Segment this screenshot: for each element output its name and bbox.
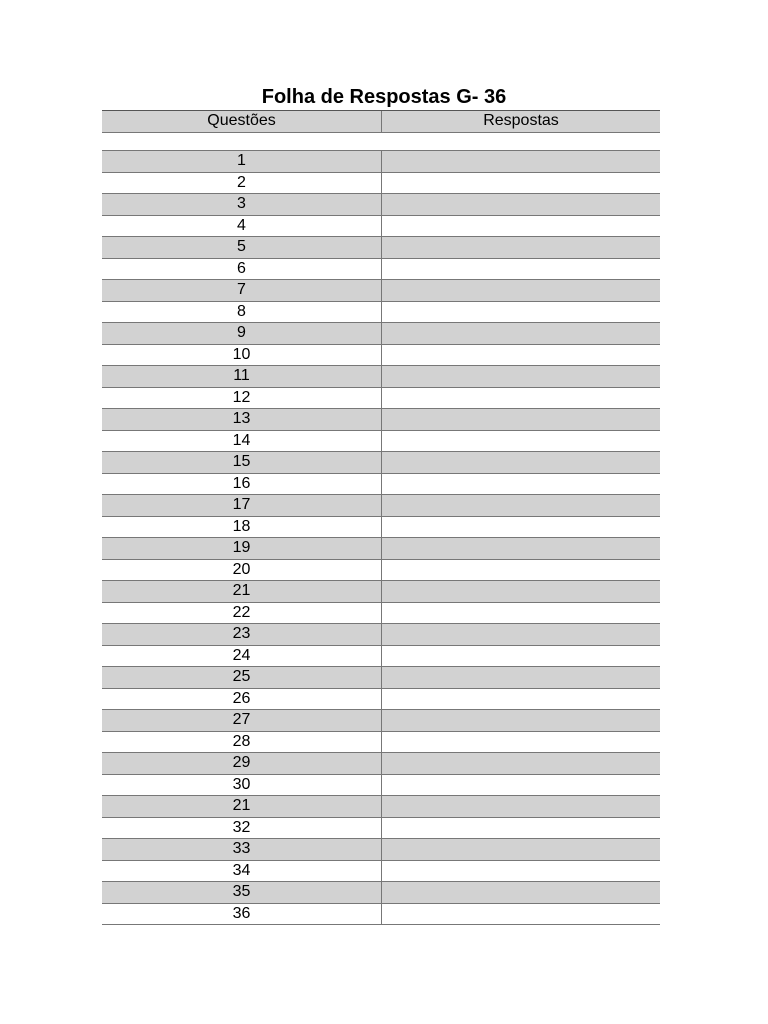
question-number: 1 bbox=[102, 151, 382, 172]
answer-cell[interactable] bbox=[382, 474, 660, 495]
answer-cell[interactable] bbox=[382, 216, 660, 237]
table-row bbox=[102, 904, 660, 926]
answer-cell[interactable] bbox=[382, 581, 660, 602]
answer-cell[interactable] bbox=[382, 603, 660, 624]
table-row bbox=[102, 667, 660, 689]
spacer-cell bbox=[382, 133, 660, 150]
question-number: 34 bbox=[102, 861, 382, 882]
table-row bbox=[102, 409, 660, 431]
question-number: 15 bbox=[102, 452, 382, 473]
answer-cell[interactable] bbox=[382, 861, 660, 882]
answer-cell[interactable] bbox=[382, 732, 660, 753]
answer-cell[interactable] bbox=[382, 388, 660, 409]
table-row bbox=[102, 710, 660, 732]
table-row bbox=[102, 216, 660, 238]
question-number: 28 bbox=[102, 732, 382, 753]
table-row bbox=[102, 818, 660, 840]
answer-cell[interactable] bbox=[382, 689, 660, 710]
table-row bbox=[102, 452, 660, 474]
question-number: 9 bbox=[102, 323, 382, 344]
answer-cell[interactable] bbox=[382, 646, 660, 667]
question-number: 13 bbox=[102, 409, 382, 430]
answer-cell[interactable] bbox=[382, 366, 660, 387]
question-number: 16 bbox=[102, 474, 382, 495]
answer-cell[interactable] bbox=[382, 775, 660, 796]
question-number: 22 bbox=[102, 603, 382, 624]
question-number: 32 bbox=[102, 818, 382, 839]
answer-cell[interactable] bbox=[382, 302, 660, 323]
table-row bbox=[102, 839, 660, 861]
table-row bbox=[102, 732, 660, 754]
question-number: 11 bbox=[102, 366, 382, 387]
question-number: 25 bbox=[102, 667, 382, 688]
answer-cell[interactable] bbox=[382, 259, 660, 280]
answer-cell[interactable] bbox=[382, 409, 660, 430]
answer-cell[interactable] bbox=[382, 624, 660, 645]
page-title: Folha de Respostas G- 36 bbox=[261, 86, 507, 108]
table-row bbox=[102, 560, 660, 582]
question-number: 14 bbox=[102, 431, 382, 452]
table-row bbox=[102, 323, 660, 345]
answer-cell[interactable] bbox=[382, 667, 660, 688]
table-row bbox=[102, 173, 660, 195]
table-row bbox=[102, 603, 660, 625]
answer-cell[interactable] bbox=[382, 194, 660, 215]
question-number: 18 bbox=[102, 517, 382, 538]
answer-cell[interactable] bbox=[382, 151, 660, 172]
answer-cell[interactable] bbox=[382, 345, 660, 366]
table-row bbox=[102, 775, 660, 797]
question-number: 2 bbox=[102, 173, 382, 194]
question-number: 33 bbox=[102, 839, 382, 860]
table-row bbox=[102, 689, 660, 711]
answer-cell[interactable] bbox=[382, 431, 660, 452]
answer-cell[interactable] bbox=[382, 173, 660, 194]
question-number: 24 bbox=[102, 646, 382, 667]
header-questions: Questões bbox=[102, 111, 382, 132]
answer-cell[interactable] bbox=[382, 280, 660, 301]
question-number: 35 bbox=[102, 882, 382, 903]
table-row bbox=[102, 388, 660, 410]
question-number: 21 bbox=[102, 796, 382, 817]
answer-cell[interactable] bbox=[382, 323, 660, 344]
table-row bbox=[102, 517, 660, 539]
table-header bbox=[102, 110, 660, 133]
question-number: 4 bbox=[102, 216, 382, 237]
table-row bbox=[102, 366, 660, 388]
question-number: 17 bbox=[102, 495, 382, 516]
question-number: 27 bbox=[102, 710, 382, 731]
header-answers: Respostas bbox=[483, 112, 559, 129]
answer-cell[interactable] bbox=[382, 818, 660, 839]
question-number: 19 bbox=[102, 538, 382, 559]
answer-cell[interactable] bbox=[382, 560, 660, 581]
table-body bbox=[102, 151, 660, 925]
table-spacer-row bbox=[102, 133, 660, 151]
question-number: 30 bbox=[102, 775, 382, 796]
table-row bbox=[102, 474, 660, 496]
question-number: 5 bbox=[102, 237, 382, 258]
table-row bbox=[102, 345, 660, 367]
table-row bbox=[102, 259, 660, 281]
table-row bbox=[102, 495, 660, 517]
table-row bbox=[102, 882, 660, 904]
table-row bbox=[102, 237, 660, 259]
question-number: 3 bbox=[102, 194, 382, 215]
table-row bbox=[102, 431, 660, 453]
table-row bbox=[102, 581, 660, 603]
table-row bbox=[102, 753, 660, 775]
answer-cell[interactable] bbox=[382, 710, 660, 731]
answer-cell[interactable] bbox=[382, 517, 660, 538]
table-row bbox=[102, 538, 660, 560]
answer-cell[interactable] bbox=[382, 796, 660, 817]
table-row bbox=[102, 624, 660, 646]
table-row bbox=[102, 796, 660, 818]
table-row bbox=[102, 646, 660, 668]
question-number: 6 bbox=[102, 259, 382, 280]
question-number: 12 bbox=[102, 388, 382, 409]
question-number: 26 bbox=[102, 689, 382, 710]
question-number: 36 bbox=[102, 904, 382, 925]
table-row bbox=[102, 280, 660, 302]
question-number: 20 bbox=[102, 560, 382, 581]
question-number: 7 bbox=[102, 280, 382, 301]
table-row bbox=[102, 151, 660, 173]
question-number: 21 bbox=[102, 581, 382, 602]
answer-cell[interactable] bbox=[382, 839, 660, 860]
answer-cell[interactable] bbox=[382, 904, 660, 925]
question-number: 10 bbox=[102, 345, 382, 366]
answer-cell[interactable] bbox=[382, 495, 660, 516]
spacer-cell bbox=[102, 133, 382, 150]
answer-cell[interactable] bbox=[382, 753, 660, 774]
answer-cell[interactable] bbox=[382, 237, 660, 258]
table-row bbox=[102, 194, 660, 216]
question-number: 8 bbox=[102, 302, 382, 323]
table-row bbox=[102, 861, 660, 883]
question-number: 29 bbox=[102, 753, 382, 774]
answer-cell[interactable] bbox=[382, 882, 660, 903]
answer-cell[interactable] bbox=[382, 538, 660, 559]
table-row bbox=[102, 302, 660, 324]
answer-cell[interactable] bbox=[382, 452, 660, 473]
question-number: 23 bbox=[102, 624, 382, 645]
answer-sheet-table bbox=[102, 110, 660, 925]
